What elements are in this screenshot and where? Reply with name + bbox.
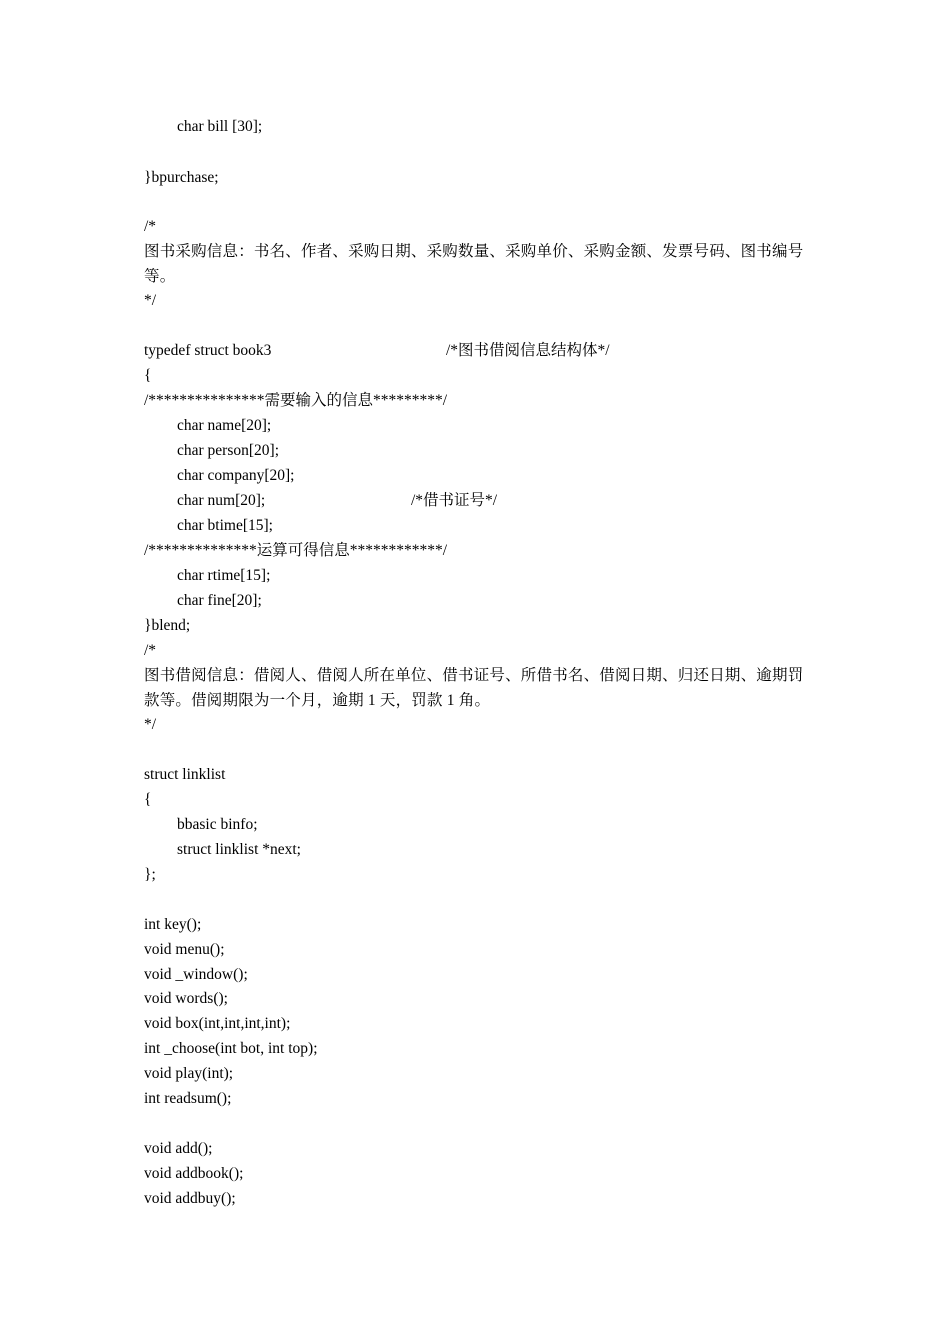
code-line-btime: char btime[15]; xyxy=(177,517,273,534)
code-line-bill: char bill [30]; xyxy=(177,118,263,135)
code-line-num: char num[20]; xyxy=(177,492,266,509)
borrow-info-paragraph: 图书借阅信息：借阅人、借阅人所在单位、借书证号、所借书名、借阅日期、归还日期、逾期罚款等。借阅期限为一个月，逾期 1 天，罚款 1 角。 xyxy=(144,667,804,709)
comment-end: */ xyxy=(144,292,157,309)
code-line-person: char person[20]; xyxy=(177,442,279,459)
code-line-bpurchase: }bpurchase; xyxy=(144,169,219,186)
code-section-input-header: /***************需要输入的信息*********/ xyxy=(144,392,448,409)
comment-start: /* xyxy=(144,218,157,235)
code-line-rtime: char rtime[15]; xyxy=(177,567,271,584)
code-section-calc-header: /**************运算可得信息************/ xyxy=(144,542,448,559)
code-brace-open: { xyxy=(144,791,152,808)
code-line-words: void words(); xyxy=(144,990,228,1007)
code-brace-close: }; xyxy=(144,866,156,883)
code-brace-open: { xyxy=(144,367,152,384)
code-line-next: struct linklist *next; xyxy=(177,841,301,858)
code-line-company: char company[20]; xyxy=(177,467,295,484)
code-line-addbuy: void addbuy(); xyxy=(144,1190,236,1207)
code-line-typedef: typedef struct book3 xyxy=(144,342,272,359)
code-line-menu: void menu(); xyxy=(144,941,225,958)
comment-end: */ xyxy=(144,716,157,733)
code-line-choose: int _choose(int bot, int top); xyxy=(144,1040,318,1057)
code-line-add: void add(); xyxy=(144,1140,213,1157)
purchase-info-paragraph: 图书采购信息：书名、作者、采购日期、采购数量、采购单价、采购金额、发票号码、图书编号等。 xyxy=(144,243,804,285)
code-line-play: void play(int); xyxy=(144,1065,234,1082)
code-line-key: int key(); xyxy=(144,916,202,933)
code-line-linklist: struct linklist xyxy=(144,766,226,783)
code-line-binfo: bbasic binfo; xyxy=(177,816,258,833)
code-line-name: char name[20]; xyxy=(177,417,272,434)
code-line-fine: char fine[20]; xyxy=(177,592,262,609)
code-comment-typedef: /*图书借阅信息结构体*/ xyxy=(446,342,610,359)
comment-start: /* xyxy=(144,642,157,659)
code-line-blend: }blend; xyxy=(144,617,191,634)
code-line-readsum: int readsum(); xyxy=(144,1090,232,1107)
code-line-window: void _window(); xyxy=(144,966,248,983)
code-comment-num: /*借书证号*/ xyxy=(411,492,498,509)
code-line-addbook: void addbook(); xyxy=(144,1165,244,1182)
code-line-box: void box(int,int,int,int); xyxy=(144,1015,291,1032)
